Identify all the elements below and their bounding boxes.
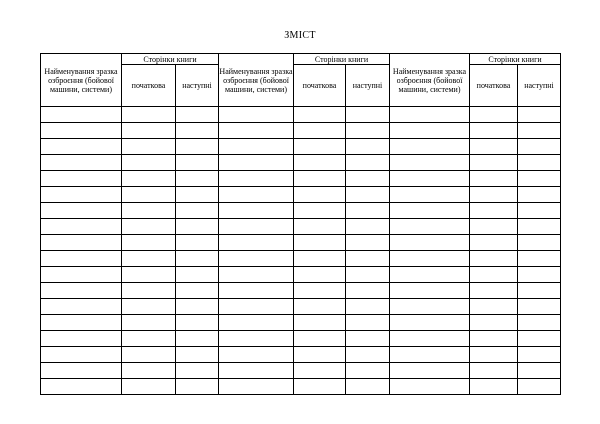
table-cell [346,171,390,187]
table-cell [294,379,346,395]
table-cell [122,203,176,219]
table-cell [122,155,176,171]
column-header-next-pages: наступні [176,65,219,107]
column-header-start-page: початкова [294,65,346,107]
table-row [41,235,561,251]
table-cell [41,203,122,219]
table-cell [176,363,219,379]
table-cell [41,299,122,315]
table-cell [122,219,176,235]
page-title: ЗМІСТ [284,30,316,41]
table-cell [176,139,219,155]
table-cell [176,283,219,299]
table-cell [41,251,122,267]
table-cell [122,139,176,155]
table-cell [122,267,176,283]
table-cell [518,299,561,315]
table-cell [41,219,122,235]
table-cell [219,315,294,331]
table-cell [219,331,294,347]
table-cell [219,187,294,203]
column-header-pages: Сторінки книги [470,54,561,65]
table-cell [346,315,390,331]
table-cell [41,155,122,171]
table-cell [219,155,294,171]
table-cell [470,331,518,347]
table-cell [346,283,390,299]
table-cell [390,315,470,331]
table-cell [390,171,470,187]
table-cell [176,267,219,283]
table-cell [470,251,518,267]
table-cell [294,347,346,363]
table-row [41,139,561,155]
table-cell [219,363,294,379]
table-cell [294,203,346,219]
table-cell [219,219,294,235]
table-cell [41,171,122,187]
table-cell [176,347,219,363]
table-cell [346,379,390,395]
table-cell [176,155,219,171]
column-header-next-pages: наступні [518,65,561,107]
table-cell [41,267,122,283]
table-cell [518,315,561,331]
table-cell [41,347,122,363]
table-cell [122,363,176,379]
table-cell [176,107,219,123]
table-cell [346,235,390,251]
table-cell [518,171,561,187]
table-cell [470,123,518,139]
table-row [41,219,561,235]
table-cell [122,379,176,395]
table-cell [219,123,294,139]
table-cell [518,107,561,123]
table-cell [176,331,219,347]
table-cell [41,139,122,155]
table-cell [518,331,561,347]
table-cell [294,283,346,299]
table-cell [518,251,561,267]
table-cell [346,219,390,235]
table-cell [346,299,390,315]
table-cell [294,315,346,331]
table-cell [176,123,219,139]
table-cell [41,379,122,395]
table-cell [346,187,390,203]
table-cell [294,155,346,171]
table-cell [294,235,346,251]
table-cell [470,379,518,395]
table-cell [219,235,294,251]
table-cell [176,315,219,331]
table-cell [470,347,518,363]
table-cell [219,267,294,283]
table-row [41,155,561,171]
table-row [41,331,561,347]
table-cell [122,283,176,299]
table-cell [219,171,294,187]
table-cell [390,299,470,315]
table-cell [390,363,470,379]
table-cell [294,123,346,139]
table-cell [518,283,561,299]
table-cell [122,347,176,363]
table-cell [41,187,122,203]
table-cell [294,251,346,267]
table-cell [294,139,346,155]
table-row [41,363,561,379]
table-cell [518,363,561,379]
table-cell [41,315,122,331]
table-cell [176,235,219,251]
table-cell [390,331,470,347]
table-cell [346,123,390,139]
table-cell [176,379,219,395]
table-cell [219,299,294,315]
table-cell [346,347,390,363]
table-cell [390,123,470,139]
table-body [41,107,561,395]
table-row [41,283,561,299]
table-cell [470,315,518,331]
table-cell [470,235,518,251]
table-cell [518,155,561,171]
table-cell [219,283,294,299]
table-cell [390,267,470,283]
table-cell [390,219,470,235]
table-cell [470,283,518,299]
column-header-start-page: початкова [470,65,518,107]
table-cell [41,107,122,123]
table-cell [346,267,390,283]
table-cell [294,187,346,203]
table-cell [122,235,176,251]
table-cell [122,299,176,315]
table-cell [41,363,122,379]
table-cell [176,203,219,219]
table-cell [122,251,176,267]
column-header-name: Найменування зразка озброєння (бойової машини, системи) [219,54,294,107]
table-cell [390,203,470,219]
table-cell [176,171,219,187]
table-cell [219,139,294,155]
table-row [41,299,561,315]
table-cell [470,107,518,123]
table-cell [41,235,122,251]
column-header-name: Найменування зразка озброєння (бойової машини, системи) [41,54,122,107]
table-cell [390,155,470,171]
table-cell [390,139,470,155]
table-row [41,347,561,363]
table-row [41,123,561,139]
table-cell [294,299,346,315]
table-row [41,251,561,267]
contents-table [40,53,561,395]
table-cell [470,187,518,203]
table-cell [470,203,518,219]
table-cell [518,139,561,155]
table-cell [390,347,470,363]
table-cell [346,155,390,171]
table-cell [219,203,294,219]
column-header-pages: Сторінки книги [122,54,219,65]
table-cell [346,331,390,347]
table-cell [518,235,561,251]
table-cell [518,347,561,363]
table-row [41,315,561,331]
table-row [41,187,561,203]
table-cell [470,299,518,315]
table-cell [294,267,346,283]
table-cell [294,363,346,379]
table-cell [470,171,518,187]
table-cell [470,363,518,379]
table-cell [41,283,122,299]
table-cell [122,187,176,203]
table-cell [518,219,561,235]
table-cell [122,315,176,331]
table-row [41,107,561,123]
table-cell [470,155,518,171]
table-cell [122,171,176,187]
table-cell [346,203,390,219]
table-cell [390,251,470,267]
table-cell [294,331,346,347]
table-cell [219,251,294,267]
table-cell [176,219,219,235]
table-header-row-groups [41,54,561,65]
table-cell [470,267,518,283]
table-cell [122,107,176,123]
table-row [41,171,561,187]
table-cell [219,379,294,395]
table-cell [346,107,390,123]
column-header-next-pages: наступні [346,65,390,107]
table-cell [294,107,346,123]
table-cell [346,363,390,379]
table-cell [176,251,219,267]
table-row [41,379,561,395]
table-cell [390,235,470,251]
table-cell [518,203,561,219]
table-cell [390,283,470,299]
table-cell [518,379,561,395]
table-cell [41,123,122,139]
table-cell [176,187,219,203]
table-cell [518,187,561,203]
table-cell [390,379,470,395]
table-cell [219,347,294,363]
column-header-start-page: початкова [122,65,176,107]
table-row [41,203,561,219]
table-cell [346,251,390,267]
table-cell [122,331,176,347]
table-cell [390,107,470,123]
table-cell [294,219,346,235]
table-cell [122,123,176,139]
column-header-pages: Сторінки книги [294,54,390,65]
column-header-name: Найменування зразка озброєння (бойової машини, системи) [390,54,470,107]
table-row [41,267,561,283]
table-cell [294,171,346,187]
table-cell [470,219,518,235]
table-cell [390,187,470,203]
table-cell [219,107,294,123]
table-cell [470,139,518,155]
table-cell [346,139,390,155]
table-cell [518,123,561,139]
table-cell [41,331,122,347]
table-cell [518,267,561,283]
table-cell [176,299,219,315]
